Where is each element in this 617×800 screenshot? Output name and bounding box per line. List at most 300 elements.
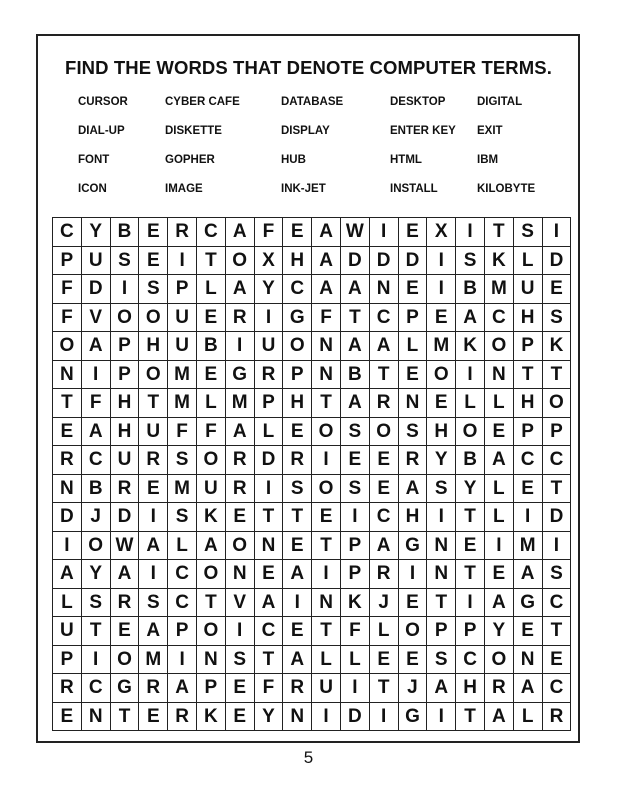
grid-cell[interactable]: C (542, 446, 571, 475)
grid-cell[interactable]: A (81, 417, 110, 446)
grid-cell[interactable]: L (312, 645, 341, 674)
grid-cell[interactable]: F (254, 674, 283, 703)
grid-cell[interactable]: E (484, 560, 513, 589)
grid-cell[interactable]: I (427, 702, 456, 731)
grid-cell[interactable]: G (398, 702, 427, 731)
grid-cell[interactable]: O (484, 645, 513, 674)
grid-cell[interactable]: A (196, 531, 225, 560)
grid-cell[interactable]: I (340, 674, 369, 703)
grid-cell[interactable]: I (312, 446, 341, 475)
grid-cell[interactable]: I (110, 275, 139, 304)
grid-cell[interactable]: S (168, 503, 197, 532)
grid-cell[interactable]: A (225, 275, 254, 304)
grid-cell[interactable]: A (484, 702, 513, 731)
grid-cell[interactable]: L (196, 275, 225, 304)
grid-cell[interactable]: O (110, 645, 139, 674)
grid-cell[interactable]: C (254, 617, 283, 646)
grid-cell[interactable]: T (369, 360, 398, 389)
grid-cell[interactable]: P (340, 531, 369, 560)
grid-cell[interactable]: O (196, 560, 225, 589)
grid-cell[interactable]: H (513, 389, 542, 418)
grid-cell[interactable]: I (312, 560, 341, 589)
grid-cell[interactable]: J (398, 674, 427, 703)
grid-cell[interactable]: E (369, 645, 398, 674)
grid-cell[interactable]: F (340, 617, 369, 646)
grid-cell[interactable]: L (513, 246, 542, 275)
grid-cell[interactable]: N (283, 702, 312, 731)
grid-cell[interactable]: I (456, 588, 485, 617)
grid-cell[interactable]: T (312, 531, 341, 560)
grid-cell[interactable]: B (81, 474, 110, 503)
grid-cell[interactable]: T (456, 702, 485, 731)
grid-cell[interactable]: Y (81, 560, 110, 589)
grid-cell[interactable]: K (196, 702, 225, 731)
grid-cell[interactable]: M (139, 645, 168, 674)
grid-cell[interactable]: O (312, 417, 341, 446)
grid-cell[interactable]: E (340, 446, 369, 475)
grid-cell[interactable]: E (196, 360, 225, 389)
grid-cell[interactable]: S (139, 588, 168, 617)
grid-cell[interactable]: E (225, 503, 254, 532)
grid-cell[interactable]: I (542, 218, 571, 247)
grid-cell[interactable]: A (225, 218, 254, 247)
grid-cell[interactable]: A (139, 617, 168, 646)
grid-cell[interactable]: C (81, 674, 110, 703)
grid-cell[interactable]: H (427, 417, 456, 446)
grid-cell[interactable]: I (139, 560, 168, 589)
grid-cell[interactable]: N (53, 360, 82, 389)
grid-cell[interactable]: A (53, 560, 82, 589)
grid-cell[interactable]: C (283, 275, 312, 304)
grid-cell[interactable]: C (81, 446, 110, 475)
grid-cell[interactable]: I (168, 645, 197, 674)
grid-cell[interactable]: R (110, 588, 139, 617)
grid-cell[interactable]: L (254, 417, 283, 446)
grid-cell[interactable]: S (542, 560, 571, 589)
grid-cell[interactable]: K (340, 588, 369, 617)
grid-cell[interactable]: C (369, 303, 398, 332)
grid-cell[interactable]: B (340, 360, 369, 389)
grid-cell[interactable]: I (225, 332, 254, 361)
grid-cell[interactable]: R (254, 360, 283, 389)
grid-cell[interactable]: L (513, 702, 542, 731)
grid-cell[interactable]: C (196, 218, 225, 247)
grid-cell[interactable]: L (456, 389, 485, 418)
grid-cell[interactable]: I (427, 503, 456, 532)
grid-cell[interactable]: S (139, 275, 168, 304)
grid-cell[interactable]: D (53, 503, 82, 532)
grid-cell[interactable]: E (398, 588, 427, 617)
grid-cell[interactable]: E (398, 218, 427, 247)
grid-cell[interactable]: X (254, 246, 283, 275)
grid-cell[interactable]: R (484, 674, 513, 703)
grid-cell[interactable]: P (53, 246, 82, 275)
grid-cell[interactable]: L (53, 588, 82, 617)
grid-cell[interactable]: F (254, 218, 283, 247)
grid-cell[interactable]: I (427, 246, 456, 275)
grid-cell[interactable]: G (283, 303, 312, 332)
grid-cell[interactable]: T (196, 246, 225, 275)
grid-cell[interactable]: N (312, 588, 341, 617)
grid-cell[interactable]: E (484, 417, 513, 446)
grid-cell[interactable]: T (513, 360, 542, 389)
grid-cell[interactable]: O (139, 360, 168, 389)
grid-cell[interactable]: H (398, 503, 427, 532)
grid-cell[interactable]: P (196, 674, 225, 703)
grid-cell[interactable]: S (340, 417, 369, 446)
grid-cell[interactable]: N (81, 702, 110, 731)
grid-cell[interactable]: P (542, 417, 571, 446)
grid-cell[interactable]: A (398, 474, 427, 503)
grid-cell[interactable]: E (283, 617, 312, 646)
grid-cell[interactable]: R (225, 303, 254, 332)
grid-cell[interactable]: N (398, 389, 427, 418)
grid-cell[interactable]: L (168, 531, 197, 560)
grid-cell[interactable]: S (398, 417, 427, 446)
grid-cell[interactable]: S (427, 645, 456, 674)
grid-cell[interactable]: S (542, 303, 571, 332)
grid-cell[interactable]: A (81, 332, 110, 361)
grid-cell[interactable]: O (53, 332, 82, 361)
grid-cell[interactable]: A (312, 275, 341, 304)
grid-cell[interactable]: R (139, 674, 168, 703)
grid-cell[interactable]: U (168, 303, 197, 332)
grid-cell[interactable]: I (369, 702, 398, 731)
grid-cell[interactable]: O (312, 474, 341, 503)
grid-cell[interactable]: T (110, 702, 139, 731)
grid-cell[interactable]: E (225, 674, 254, 703)
grid-cell[interactable]: E (53, 417, 82, 446)
grid-cell[interactable]: P (254, 389, 283, 418)
grid-cell[interactable]: U (81, 246, 110, 275)
grid-cell[interactable]: T (542, 474, 571, 503)
grid-cell[interactable]: A (369, 332, 398, 361)
grid-cell[interactable]: S (427, 474, 456, 503)
grid-cell[interactable]: D (110, 503, 139, 532)
grid-cell[interactable]: L (484, 503, 513, 532)
grid-cell[interactable]: A (513, 674, 542, 703)
grid-cell[interactable]: P (168, 275, 197, 304)
grid-cell[interactable]: E (312, 503, 341, 532)
grid-cell[interactable]: E (513, 617, 542, 646)
grid-cell[interactable]: K (542, 332, 571, 361)
grid-cell[interactable]: I (53, 531, 82, 560)
grid-cell[interactable]: R (110, 474, 139, 503)
grid-cell[interactable]: J (81, 503, 110, 532)
grid-cell[interactable]: D (369, 246, 398, 275)
grid-cell[interactable]: Y (81, 218, 110, 247)
grid-cell[interactable]: I (225, 617, 254, 646)
grid-cell[interactable]: F (53, 303, 82, 332)
grid-cell[interactable]: E (110, 617, 139, 646)
grid-cell[interactable]: M (168, 360, 197, 389)
grid-cell[interactable]: D (340, 246, 369, 275)
grid-cell[interactable]: L (369, 617, 398, 646)
grid-cell[interactable]: S (110, 246, 139, 275)
grid-cell[interactable]: N (254, 531, 283, 560)
grid-cell[interactable]: S (513, 218, 542, 247)
grid-cell[interactable]: D (542, 503, 571, 532)
grid-cell[interactable]: A (110, 560, 139, 589)
grid-cell[interactable]: R (225, 446, 254, 475)
grid-cell[interactable]: I (312, 702, 341, 731)
grid-cell[interactable]: R (225, 474, 254, 503)
grid-cell[interactable]: M (484, 275, 513, 304)
grid-cell[interactable]: O (283, 332, 312, 361)
grid-cell[interactable]: P (513, 417, 542, 446)
grid-cell[interactable]: G (398, 531, 427, 560)
grid-cell[interactable]: E (196, 303, 225, 332)
grid-cell[interactable]: I (513, 503, 542, 532)
grid-cell[interactable]: R (53, 674, 82, 703)
grid-cell[interactable]: M (427, 332, 456, 361)
grid-cell[interactable]: T (139, 389, 168, 418)
grid-cell[interactable]: B (110, 218, 139, 247)
grid-cell[interactable]: Y (254, 275, 283, 304)
grid-cell[interactable]: T (312, 389, 341, 418)
grid-cell[interactable]: D (398, 246, 427, 275)
grid-cell[interactable]: M (513, 531, 542, 560)
grid-cell[interactable]: N (225, 560, 254, 589)
grid-cell[interactable]: B (456, 275, 485, 304)
grid-cell[interactable]: W (110, 531, 139, 560)
grid-cell[interactable]: N (484, 360, 513, 389)
grid-cell[interactable]: A (340, 389, 369, 418)
grid-cell[interactable]: C (456, 645, 485, 674)
grid-cell[interactable]: P (427, 617, 456, 646)
grid-cell[interactable]: L (398, 332, 427, 361)
grid-cell[interactable]: M (168, 474, 197, 503)
grid-cell[interactable]: A (456, 303, 485, 332)
grid-cell[interactable]: A (139, 531, 168, 560)
grid-cell[interactable]: U (254, 332, 283, 361)
grid-cell[interactable]: T (196, 588, 225, 617)
grid-cell[interactable]: K (456, 332, 485, 361)
grid-cell[interactable]: E (456, 531, 485, 560)
grid-cell[interactable]: I (168, 246, 197, 275)
grid-cell[interactable]: I (456, 218, 485, 247)
grid-cell[interactable]: G (110, 674, 139, 703)
grid-cell[interactable]: N (53, 474, 82, 503)
grid-cell[interactable]: K (484, 246, 513, 275)
grid-cell[interactable]: D (542, 246, 571, 275)
grid-cell[interactable]: E (283, 218, 312, 247)
grid-cell[interactable]: E (283, 417, 312, 446)
grid-cell[interactable]: T (81, 617, 110, 646)
grid-cell[interactable]: R (283, 446, 312, 475)
grid-cell[interactable]: U (168, 332, 197, 361)
grid-cell[interactable]: R (369, 560, 398, 589)
grid-cell[interactable]: N (196, 645, 225, 674)
grid-cell[interactable]: P (110, 360, 139, 389)
grid-cell[interactable]: L (484, 389, 513, 418)
grid-cell[interactable]: T (53, 389, 82, 418)
grid-cell[interactable]: D (254, 446, 283, 475)
grid-cell[interactable]: U (110, 446, 139, 475)
grid-cell[interactable]: N (312, 332, 341, 361)
grid-cell[interactable]: I (398, 560, 427, 589)
grid-cell[interactable]: C (542, 674, 571, 703)
grid-cell[interactable]: E (542, 275, 571, 304)
grid-cell[interactable]: E (427, 389, 456, 418)
grid-cell[interactable]: I (456, 360, 485, 389)
grid-cell[interactable]: E (398, 645, 427, 674)
grid-cell[interactable]: I (283, 588, 312, 617)
grid-cell[interactable]: L (484, 474, 513, 503)
grid-cell[interactable]: U (139, 417, 168, 446)
grid-cell[interactable]: E (513, 474, 542, 503)
grid-cell[interactable]: I (484, 531, 513, 560)
grid-cell[interactable]: Y (484, 617, 513, 646)
grid-cell[interactable]: H (110, 417, 139, 446)
grid-cell[interactable]: E (139, 474, 168, 503)
grid-cell[interactable]: G (513, 588, 542, 617)
grid-cell[interactable]: I (542, 531, 571, 560)
grid-cell[interactable]: D (81, 275, 110, 304)
grid-cell[interactable]: S (168, 446, 197, 475)
grid-cell[interactable]: I (254, 303, 283, 332)
grid-cell[interactable]: T (542, 360, 571, 389)
grid-cell[interactable]: O (196, 446, 225, 475)
grid-cell[interactable]: E (369, 474, 398, 503)
grid-cell[interactable]: C (369, 503, 398, 532)
grid-cell[interactable]: O (427, 360, 456, 389)
grid-cell[interactable]: F (53, 275, 82, 304)
grid-cell[interactable]: R (369, 389, 398, 418)
grid-cell[interactable]: S (340, 474, 369, 503)
grid-cell[interactable]: N (513, 645, 542, 674)
grid-cell[interactable]: L (340, 645, 369, 674)
grid-cell[interactable]: T (369, 674, 398, 703)
grid-cell[interactable]: B (456, 446, 485, 475)
grid-cell[interactable]: F (312, 303, 341, 332)
grid-cell[interactable]: Y (456, 474, 485, 503)
grid-cell[interactable]: T (283, 503, 312, 532)
grid-cell[interactable]: A (283, 645, 312, 674)
grid-cell[interactable]: C (513, 446, 542, 475)
grid-cell[interactable]: V (225, 588, 254, 617)
grid-cell[interactable]: T (542, 617, 571, 646)
grid-cell[interactable]: H (513, 303, 542, 332)
grid-cell[interactable]: O (196, 617, 225, 646)
grid-cell[interactable]: I (81, 645, 110, 674)
grid-cell[interactable]: O (484, 332, 513, 361)
grid-cell[interactable]: E (139, 218, 168, 247)
grid-cell[interactable]: H (110, 389, 139, 418)
grid-cell[interactable]: N (427, 531, 456, 560)
grid-cell[interactable]: A (340, 275, 369, 304)
grid-cell[interactable]: O (225, 246, 254, 275)
grid-cell[interactable]: L (196, 389, 225, 418)
grid-cell[interactable]: A (427, 674, 456, 703)
grid-cell[interactable]: R (168, 218, 197, 247)
grid-cell[interactable]: A (283, 560, 312, 589)
grid-cell[interactable]: M (168, 389, 197, 418)
grid-cell[interactable]: P (53, 645, 82, 674)
grid-cell[interactable]: E (398, 275, 427, 304)
grid-cell[interactable]: T (456, 560, 485, 589)
grid-cell[interactable]: E (53, 702, 82, 731)
grid-cell[interactable]: N (369, 275, 398, 304)
grid-cell[interactable]: E (139, 702, 168, 731)
grid-cell[interactable]: H (283, 389, 312, 418)
grid-cell[interactable]: E (398, 360, 427, 389)
grid-cell[interactable]: A (340, 332, 369, 361)
grid-cell[interactable]: C (542, 588, 571, 617)
grid-cell[interactable]: U (513, 275, 542, 304)
grid-cell[interactable]: A (484, 446, 513, 475)
grid-cell[interactable]: T (312, 617, 341, 646)
grid-cell[interactable]: E (139, 246, 168, 275)
grid-cell[interactable]: H (456, 674, 485, 703)
grid-cell[interactable]: E (427, 303, 456, 332)
grid-cell[interactable]: R (139, 446, 168, 475)
grid-cell[interactable]: A (484, 588, 513, 617)
grid-cell[interactable]: N (312, 360, 341, 389)
grid-cell[interactable]: S (283, 474, 312, 503)
grid-cell[interactable]: R (283, 674, 312, 703)
grid-cell[interactable]: R (168, 702, 197, 731)
grid-cell[interactable]: V (81, 303, 110, 332)
grid-cell[interactable]: C (168, 560, 197, 589)
grid-cell[interactable]: O (456, 417, 485, 446)
grid-cell[interactable]: U (53, 617, 82, 646)
grid-cell[interactable]: K (196, 503, 225, 532)
grid-cell[interactable]: T (484, 218, 513, 247)
grid-cell[interactable]: A (513, 560, 542, 589)
grid-cell[interactable]: R (53, 446, 82, 475)
grid-cell[interactable]: P (110, 332, 139, 361)
grid-cell[interactable]: X (427, 218, 456, 247)
grid-cell[interactable]: R (542, 702, 571, 731)
grid-cell[interactable]: T (254, 645, 283, 674)
grid-cell[interactable]: F (168, 417, 197, 446)
grid-cell[interactable]: G (225, 360, 254, 389)
grid-cell[interactable]: W (340, 218, 369, 247)
grid-cell[interactable]: N (427, 560, 456, 589)
grid-cell[interactable]: H (139, 332, 168, 361)
grid-cell[interactable]: S (225, 645, 254, 674)
grid-cell[interactable]: A (369, 531, 398, 560)
grid-cell[interactable]: U (196, 474, 225, 503)
grid-cell[interactable]: J (369, 588, 398, 617)
grid-cell[interactable]: T (340, 303, 369, 332)
grid-cell[interactable]: C (53, 218, 82, 247)
grid-cell[interactable]: A (168, 674, 197, 703)
grid-cell[interactable]: P (398, 303, 427, 332)
grid-cell[interactable]: P (340, 560, 369, 589)
grid-cell[interactable]: E (542, 645, 571, 674)
grid-cell[interactable]: S (456, 246, 485, 275)
grid-cell[interactable]: B (196, 332, 225, 361)
grid-cell[interactable]: T (254, 503, 283, 532)
grid-cell[interactable]: D (340, 702, 369, 731)
grid-cell[interactable]: A (254, 588, 283, 617)
grid-cell[interactable]: O (81, 531, 110, 560)
grid-cell[interactable]: A (312, 246, 341, 275)
grid-cell[interactable]: A (225, 417, 254, 446)
grid-cell[interactable]: H (283, 246, 312, 275)
grid-cell[interactable]: T (456, 503, 485, 532)
grid-cell[interactable]: E (254, 560, 283, 589)
grid-cell[interactable]: O (542, 389, 571, 418)
grid-cell[interactable]: I (369, 218, 398, 247)
grid-cell[interactable]: C (484, 303, 513, 332)
grid-cell[interactable]: F (196, 417, 225, 446)
grid-cell[interactable]: O (110, 303, 139, 332)
grid-cell[interactable]: P (513, 332, 542, 361)
grid-cell[interactable]: O (225, 531, 254, 560)
